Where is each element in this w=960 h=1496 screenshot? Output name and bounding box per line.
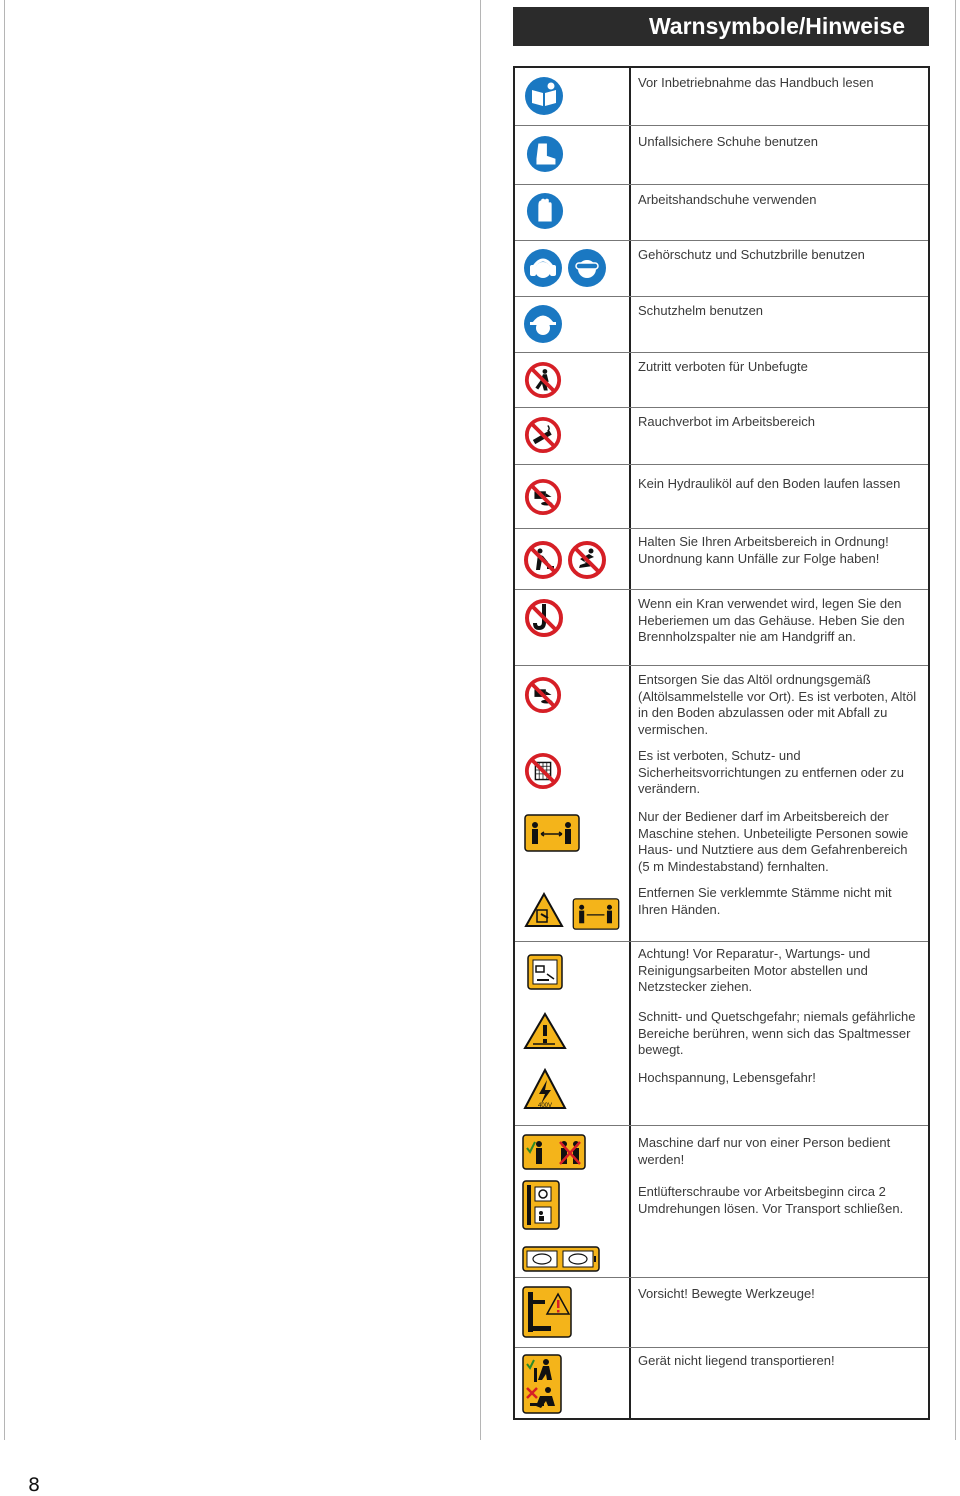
table-row: [515, 408, 928, 465]
row-text: Nur der Bediener darf im Arbeitsbereich der Maschine stehen. Unbeteiligte Personen sowie Haus- und Nutztiere aus dem Gefahrenbereich (5 m Mindestabstand) fernhalten.: [638, 809, 909, 874]
warning-symbol-table: [513, 66, 930, 1420]
table-row: [515, 297, 928, 353]
high-voltage-icon: [523, 1068, 567, 1112]
right-page-border: [955, 0, 956, 1440]
row-text: Gerät nicht liegend transportieren!: [638, 1353, 835, 1368]
row-text: Es ist verboten, Schutz- und Sicherheitsvorrichtungen zu entfernen oder zu verändern.: [638, 748, 904, 796]
row-text: Arbeitshandschuhe verwenden: [638, 192, 817, 207]
row-text: Schnitt- und Quetschgefahr; niemals gefährliche Bereiche berühren, wenn sich das Spaltmesser bewegt.: [638, 1009, 916, 1057]
table-row: [515, 1348, 928, 1420]
table-row: [515, 353, 928, 408]
row-text: Achtung! Vor Reparatur-, Wartungs- und Reinigungsarbeiten Motor abstellen und Netzstecker ziehen.: [638, 946, 871, 994]
table-row: [515, 742, 928, 804]
row-text: Kein Hydrauliköl auf den Boden laufen lassen: [638, 476, 901, 491]
safety-boot-icon: [526, 135, 564, 173]
crush-warning-icon: [524, 892, 564, 928]
row-text: Entfernen Sie verklemmte Stämme nicht mit Ihren Händen.: [638, 885, 892, 917]
safety-goggles-icon: [567, 248, 607, 288]
table-row: [515, 590, 928, 666]
table-row: [515, 1126, 928, 1176]
row-text: Entsorgen Sie das Altöl ordnungsgemäß (Altölsammelstelle vor Ort). Es ist verboten, Altöl in den Boden abzulassen oder mit Abfall zu vermischen.: [638, 672, 917, 737]
table-row: [515, 1064, 928, 1126]
table-row: [515, 1242, 928, 1278]
transport-upright-icon: [522, 1354, 562, 1414]
ear-protection-icon: [523, 248, 563, 288]
row-text: Gehörschutz und Schutzbrille benutzen: [638, 247, 865, 262]
row-text: Maschine darf nur von einer Person bedient werden!: [638, 1135, 891, 1167]
one-operator-icon: [522, 1134, 586, 1170]
vent-screw-icon: [522, 1180, 560, 1230]
row-text: Hochspannung, Lebensgefahr!: [638, 1070, 816, 1085]
row-text: Entlüfterschraube vor Arbeitsbeginn circa 2 Umdrehungen lösen. Vor Transport schließen.: [638, 1184, 904, 1216]
row-text: Unfallsichere Schuhe benutzen: [638, 134, 818, 149]
page-fold-line: [480, 0, 481, 1440]
row-text: Halten Sie Ihren Arbeitsbereich in Ordnung! Unordnung kann Unfälle zur Folge haben!: [638, 534, 889, 566]
page-number: 8: [28, 1474, 41, 1496]
row-text: Schutzhelm benutzen: [638, 303, 764, 318]
page-title: Warnsymbole/Hinweise: [513, 7, 929, 46]
table-row: [515, 1004, 928, 1064]
manual-icon: [524, 76, 564, 116]
table-row: [515, 126, 928, 185]
table-row: [515, 68, 928, 126]
left-page-border: [4, 0, 5, 1440]
table-row: [515, 185, 928, 241]
no-smoking-icon: [524, 416, 562, 454]
no-guard-removal-icon: [524, 752, 562, 790]
table-row: [515, 666, 928, 742]
table-row: [515, 465, 928, 529]
row-text: Rauchverbot im Arbeitsbereich: [638, 414, 816, 429]
table-row: [515, 1278, 928, 1348]
distance-keep-icon: [524, 814, 580, 852]
hard-hat-icon: [523, 304, 563, 344]
table-row: [515, 529, 928, 590]
unplug-before-service-icon: [527, 954, 563, 990]
no-tripping-icon: [523, 540, 563, 580]
work-glove-icon: [526, 192, 564, 230]
table-row: [515, 804, 928, 880]
table-row: [515, 942, 928, 1004]
row-text: Vorsicht! Bewegte Werkzeuge!: [638, 1286, 815, 1301]
no-crane-hook-icon: [524, 598, 564, 638]
row-text: Vor Inbetriebnahme das Handbuch lesen: [638, 75, 874, 90]
table-row: [515, 1176, 928, 1242]
no-entry-person-icon: [524, 361, 562, 399]
row-text: Wenn ein Kran verwendet wird, legen Sie den Heberiemen um das Gehäuse. Heben Sie den Brennholzspalter nie am Handgriff an.: [638, 596, 905, 644]
row-text: Zutritt verboten für Unbefugte: [638, 359, 808, 374]
hand-crush-warning-icon: [523, 1012, 567, 1050]
table-row: [515, 880, 928, 942]
no-oil-spill-icon: [524, 478, 562, 516]
no-oil-disposal-icon: [524, 676, 562, 714]
distance-keep-icon-2: [569, 898, 623, 930]
table-row: [515, 241, 928, 297]
voltage-label: 400V: [537, 1103, 553, 1109]
oil-cap-label-icon: [522, 1246, 600, 1272]
moving-tools-icon: [522, 1286, 572, 1338]
no-slipping-icon: [567, 540, 607, 580]
